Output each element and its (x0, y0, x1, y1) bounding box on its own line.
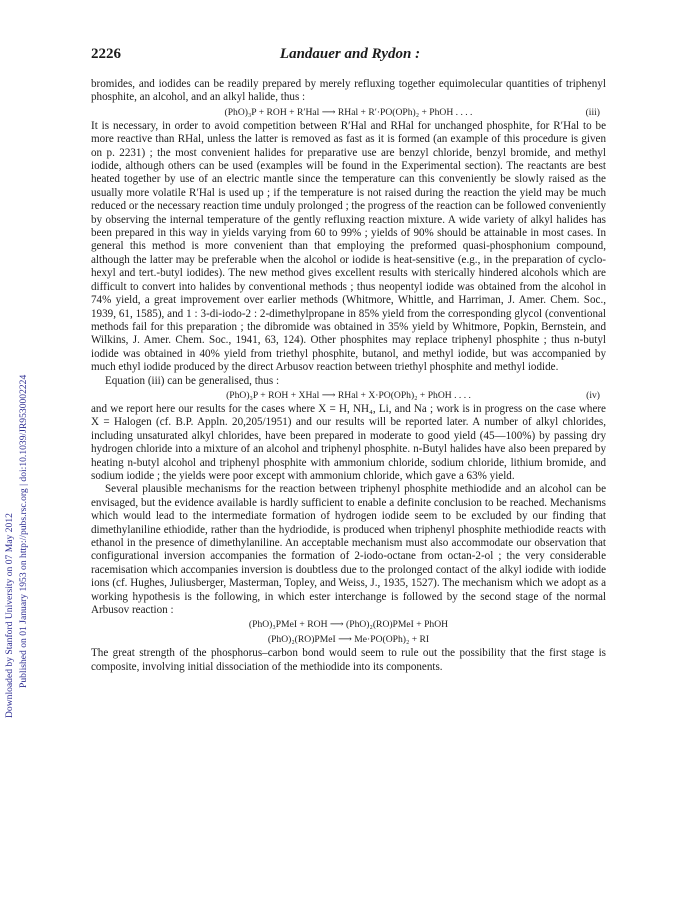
paragraph-6: The great strength of the phosphorus–carbon bond would seem to rule out the possibility that the first stage is composite, involving initial dissociation of the methiodide into its components. (91, 647, 606, 673)
download-notice: Downloaded by Stanford University on 07 May 2012 (4, 513, 15, 718)
running-title: Landauer and Rydon : (279, 46, 421, 62)
mechanism-step-1 (91, 617, 606, 632)
mechanism-step-2-text: (PhO)₂(RO)PMeI ⟶ Me·PO(OPh)₂ + RI (267, 634, 430, 646)
equation-iv-number: (iv) (586, 389, 600, 401)
page-header (0, 46, 700, 66)
page-number: 2226 (91, 46, 121, 62)
equation-iii-number: (iii) (585, 106, 600, 118)
equation-iv-text: (PhO)₃P + ROH + XHal ⟶ RHal + X·PO(OPh)₂ + PhOH . . . . (226, 389, 471, 401)
paragraph-4: and we report here our results for the cases where X = H, NH₄, Li, and Na ; work is in progress on the case where X = Halogen (cf. B.P. Appln. 20,205/1951) and our results will be reported later. A number of alkyl chlorides, including unsaturated alkyl chlorides, have been prepared in moderate to good yield (45—100%) by passing dry hydrogen chloride into a mixture of an alcohol and triphenyl phosphite. n-Butyl halides have also been prepared by heating n-butyl alcohol and triphenyl phosphite with ammonium chloride, sodium chloride, lithium bromide, and sodium iodide ; the yields were poor except with ammonium chloride, which gave a 63% yield. (91, 402, 606, 482)
paragraph-5: Several plausible mechanisms for the reaction between triphenyl phosphite methiodide and an alcohol can be envisaged, but the evidence available is hardly sufficient to enable a definite conclusion to be reached. Mechanisms which would lead to the intermediate formation of hydrogen iodide seem to be excluded by our finding that dimethylaniline ethiodide, rather than the hydriodide, is produced when triphenyl phosphite methiodide reacts with ethanol in the presence of dimethylaniline. An acceptable mechanism must also accommodate our observation that configurational inversion accompanies the formation of 2-iodo-octane from octan-2-ol ; the very considerable racemisation which accompanies inversion is doubtless due to the prolonged contact of the alkyl iodide with iodide ions (cf. Hughes, Juliusberger, Masterman, Topley, and Weiss, J., 1935, 1527). The mechanism which we adopt as a working hypothesis is the following, in which ester interchange is followed by the second stage of the normal Arbusov reaction : (91, 483, 606, 617)
doi-notice[interactable]: Published on 01 January 1953 on http://pubs.rsc.org | doi:10.1039/JR9530002224 (18, 374, 29, 688)
paragraph-2: It is necessary, in order to avoid competition between R′Hal and RHal for unchanged phosphite, for R′Hal to be more reactive than RHal, unless the latter is removed as fast as it is formed (an example of this procedure is given on p. 2231) ; the most convenient halides for preparative use are benzyl chloride, benzyl bromide, and methyl iodide, although others can be used (examples will be found in the Experimental section). The reactants are best heated together by use of an electric mantle since the temperature can this conveniently be slowly raised as the usually more volatile R′Hal is used up ; if the temperature is not raised during the reaction the yield may be much reduced or the necessary reaction time unduly prolonged ; the progress of the reaction can be followed conveniently by observing the internal temperature of the gently refluxing reaction mixture. A wide variety of alkyl halides has been prepared in this way in yields varying from 60 to 99% ; yields of 90% should be attainable in most cases. In general this method is more convenient than that employing the preformed quasi-phosphonium compound, although the latter may be preferable when the alcohol or iodide is heat-sensitive (e.g., in the preparation of cyclo-hexyl and tert.-butyl iodides). The new method gives excellent results with sterically hindered alcohols which are difficult to convert into halides by conventional methods ; thus neopentyl iodide was obtained from the alcohol in 74% yield, a great improvement over earlier methods (Whitmore, Whittle, and Harriman, J. Amer. Chem. Soc., 1939, 61, 1585), and 1 : 3-di-iodo-2 : 2-dimethylpropane in 85% yield from the corresponding glycol (conventional methods fail for this preparation ; the dibromide was obtained in 35% yield by Whitmore, Popkin, Bernstein, and Wilkins, J. Amer. Chem. Soc., 1941, 63, 124). Other phosphites may replace triphenyl phosphite ; thus n-butyl iodide was obtained in 40% yield from triethyl phosphite, butanol, and methyl iodide, but was accompanied by much ethyl iodide produced by the direct Arbusov reaction between triethyl phosphite and methyl iodide. (91, 119, 606, 374)
paragraph-1: bromides, and iodides can be readily prepared by merely refluxing together equimolecular quantities of triphenyl phosphite, an alcohol, and an alkyl halide, thus : (91, 78, 606, 104)
equation-iv (91, 388, 606, 403)
equation-iii (91, 105, 606, 120)
paragraph-3: Equation (iii) can be generalised, thus : (105, 374, 280, 387)
mechanism-step-1-text: (PhO)₃PMeI + ROH ⟶ (PhO)₂(RO)PMeI + PhOH (248, 619, 449, 631)
equation-iii-text: (PhO)₃P + ROH + R′Hal ⟶ RHal + R′·PO(OPh)₂ + PhOH . . . . (224, 106, 473, 118)
article-body (91, 78, 606, 674)
mechanism-step-2 (91, 632, 606, 647)
